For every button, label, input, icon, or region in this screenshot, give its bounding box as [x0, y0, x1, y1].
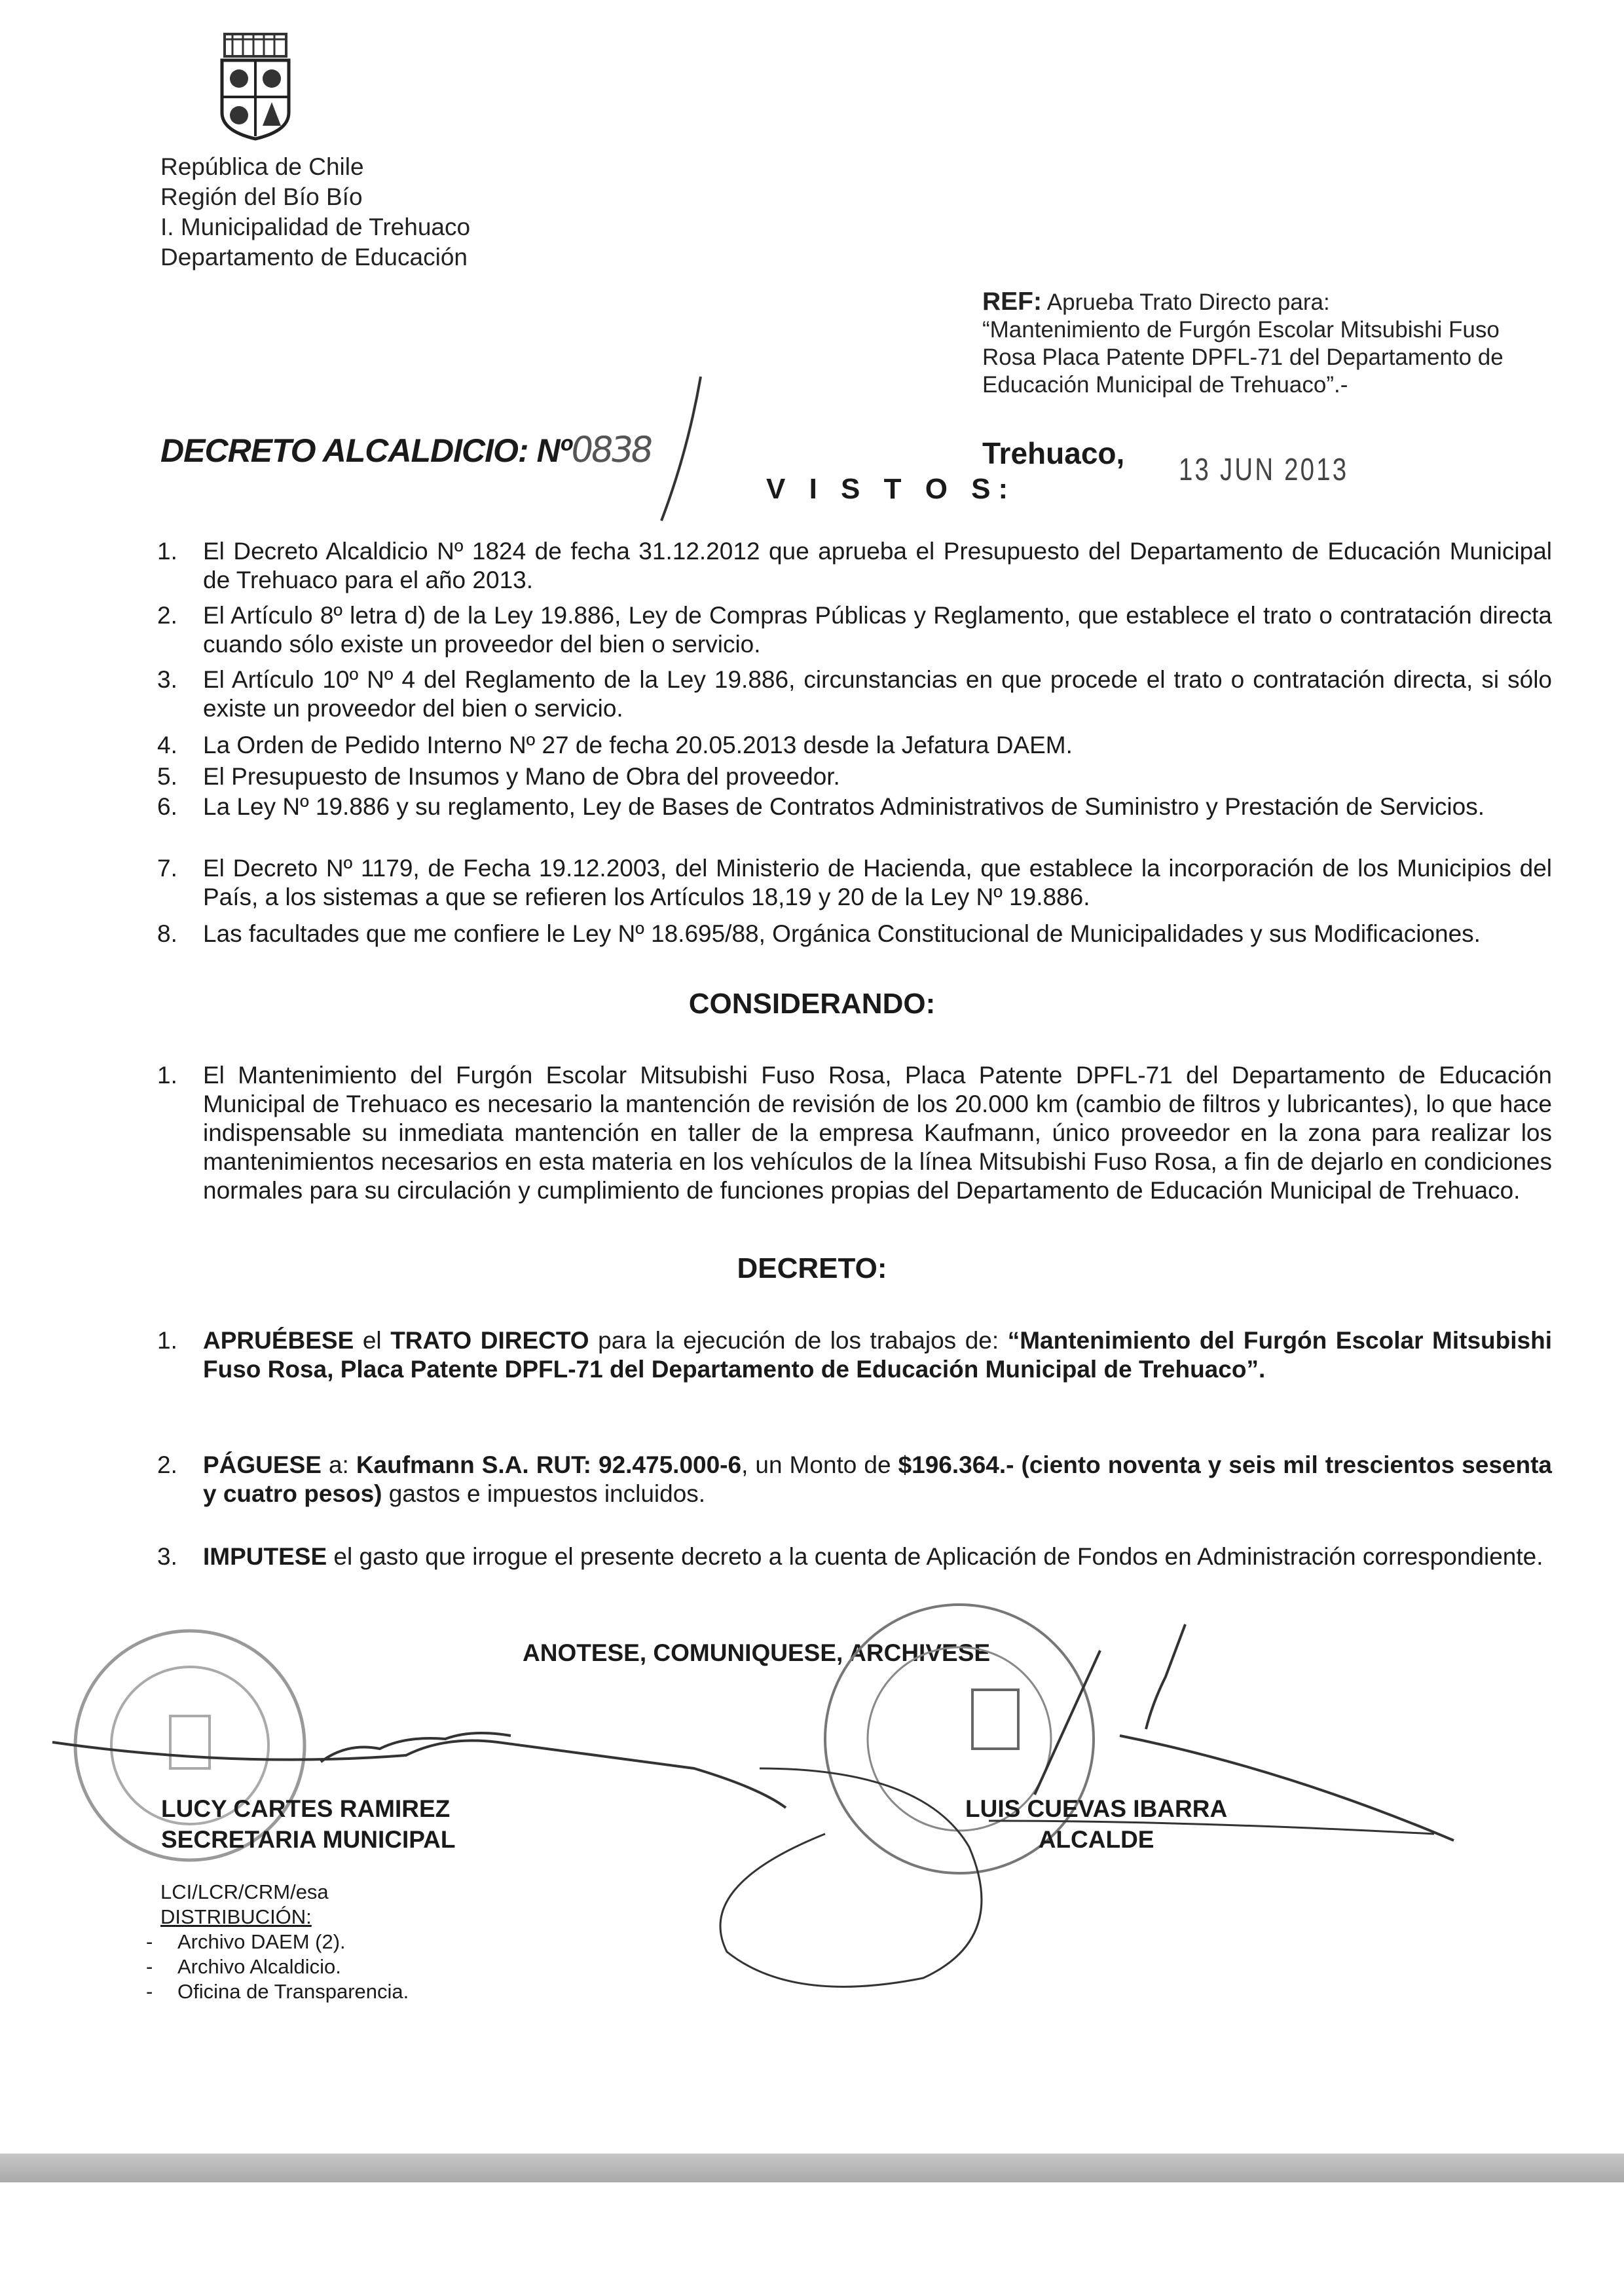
signer-role: ALCALDE: [1038, 1826, 1154, 1853]
decree-number: 0838: [568, 429, 654, 470]
reference-block: [982, 288, 1559, 399]
ref-label: REF:: [982, 288, 1042, 316]
item-text: El Mantenimiento del Furgón Escolar Mitsubishi Fuso Rosa, Placa Patente DPFL-71 del Departamento de Educación Municipal de Trehuaco es necesario la mantención de revisión de los 20.000 km (cambio de filtros y lubricantes), lo que hace indispensable su inmediata mantención en taller de la empresa Kaufmann, único proveedor en la zona para realizar los mantenimientos necesarios en esta materia en los vehículos de la línea Mitsubishi Fuso Rosa, a fin de dejarlo en condiciones normales para su circulación y cumplimiento de funciones propias del Departamento de Educación Municipal de Trehuaco.: [203, 1062, 1552, 1204]
list-item: [157, 1451, 1552, 1508]
letterhead-line: Departamento de Educación: [160, 244, 468, 271]
item-text: El Decreto Nº 1179, de Fecha 19.12.2003, del Ministerio de Hacienda, que establece la incorporación de los Municipios del País, a los sistemas a que se refieren los Artículos 18,19 y 20 de la Ley Nº 19.886.: [203, 855, 1552, 910]
bullet: -: [146, 1955, 153, 1978]
item-number: 8.: [157, 920, 177, 947]
list-item: [157, 731, 1552, 760]
item-text: [203, 1326, 1552, 1384]
item-number: 4.: [157, 732, 177, 758]
decree-title-label: DECRETO ALCALDICIO:: [160, 432, 528, 469]
list-item: [157, 1061, 1552, 1205]
text: gastos e impuestos incluidos.: [382, 1480, 706, 1507]
item-text: El Artículo 10º Nº 4 del Reglamento de la Ley 19.886, circunstancias en que procede el trato o contratación directa, si sólo existe un proveedor del bien o servicio.: [203, 666, 1552, 722]
ref-text: Aprueba Trato Directo para:: [1046, 289, 1330, 315]
letterhead-line: Región del Bío Bío: [160, 183, 363, 210]
distribution-item: [146, 1979, 409, 2004]
item-text: [203, 1542, 1552, 1571]
item-text: La Ley Nº 19.886 y su reglamento, Ley de Bases de Contratos Administrativos de Suministro y Prestación de Servicios.: [203, 793, 1485, 820]
list-item: [157, 1326, 1552, 1384]
item-number: 2.: [157, 602, 177, 629]
item-number: 3.: [157, 666, 177, 693]
date-stamp: 13 JUN 2013: [1179, 453, 1349, 487]
ref-subject: “Mantenimiento de Furgón Escolar Mitsubishi Fuso Rosa Placa Patente DPFL-71 del Departamento de Educación Municipal de Trehuaco”.-: [982, 317, 1504, 398]
list-item: [157, 854, 1552, 912]
bold-text: “Mantenimiento del Furgón Escolar Mitsubishi Fuso Rosa, Placa Patente DPFL-71 del Departamento de Educación Municipal de Trehuaco”.: [203, 1327, 1552, 1383]
list-item: [157, 920, 1552, 948]
item-number: 7.: [157, 855, 177, 882]
bold-text: PÁGUESE: [203, 1451, 322, 1478]
item-number: 1.: [157, 1327, 177, 1354]
text: , un Monto de: [741, 1451, 898, 1478]
decreto-heading: DECRETO:: [737, 1252, 887, 1284]
decree-title: [160, 429, 654, 470]
footer: [146, 1880, 409, 2004]
item-number: 3.: [157, 1543, 177, 1570]
scan-edge-shadow: [0, 2154, 1624, 2182]
letterhead: [160, 152, 470, 272]
text: para la ejecución de los trabajos de:: [589, 1327, 1008, 1354]
item-number: 6.: [157, 793, 177, 820]
item-number: 1.: [157, 1062, 177, 1089]
bold-text: IMPUTESE: [203, 1543, 327, 1570]
list-item: [157, 665, 1552, 723]
distribution-text: Oficina de Transparencia.: [177, 1980, 409, 2003]
text: a:: [321, 1451, 356, 1478]
signer-name: LUIS CUEVAS IBARRA: [965, 1795, 1228, 1822]
bold-text: $196.364.- (ciento noventa y seis mil trescientos sesenta y cuatro pesos): [203, 1451, 1552, 1507]
item-text: El Decreto Alcaldicio Nº 1824 de fecha 31.12.2012 que aprueba el Presupuesto del Departamento de Educación Municipal de Trehuaco para el año 2013.: [203, 538, 1552, 593]
signature-left: [161, 1793, 455, 1855]
closing-formula: ANOTESE, COMUNIQUESE, ARCHIVESE: [523, 1639, 991, 1666]
considerando-heading: CONSIDERANDO:: [688, 988, 936, 1020]
bullet: -: [146, 1980, 153, 2003]
place: Trehuaco,: [982, 436, 1125, 470]
list-item: [157, 601, 1552, 659]
signature-right: [965, 1793, 1227, 1855]
item-text: Las facultades que me confiere le Ley Nº 18.695/88, Orgánica Constitucional de Municipalidades y sus Modificaciones.: [203, 920, 1481, 947]
coat-of-arms-icon: [213, 31, 298, 143]
bold-text: APRUÉBESE: [203, 1327, 354, 1354]
item-text: La Orden de Pedido Interno Nº 27 de fecha 20.05.2013 desde la Jefatura DAEM.: [203, 732, 1073, 758]
item-text: El Artículo 8º letra d) de la Ley 19.886, Ley de Compras Públicas y Reglamento, que establece el trato o contratación directa cuando sólo existe un proveedor del bien o servicio.: [203, 602, 1552, 658]
vistos-heading: V I S T O S:: [766, 473, 1016, 505]
signer-name: LUCY CARTES RAMIREZ: [161, 1795, 451, 1822]
handwritten-slash: [648, 373, 707, 524]
bold-text: Kaufmann S.A. RUT: 92.475.000-6: [356, 1451, 742, 1478]
decree-number-prefix: Nº: [536, 432, 571, 469]
item-number: 1.: [157, 538, 177, 565]
letterhead-line: República de Chile: [160, 153, 364, 180]
list-item: [157, 537, 1552, 595]
bullet: -: [146, 1930, 153, 1953]
list-item: [157, 1542, 1552, 1571]
distribution-text: Archivo Alcaldicio.: [177, 1955, 341, 1978]
item-text: El Presupuesto de Insumos y Mano de Obra del proveedor.: [203, 763, 840, 790]
list-item: [157, 793, 1552, 821]
item-number: 5.: [157, 763, 177, 790]
distribution-item: [146, 1954, 409, 1979]
distribution-label: DISTRIBUCIÓN:: [160, 1905, 312, 1928]
signer-role: SECRETARIA MUNICIPAL: [161, 1826, 456, 1853]
distribution-text: Archivo DAEM (2).: [177, 1930, 346, 1953]
text: el gasto que irrogue el presente decreto a la cuenta de Aplicación de Fondos en Administración correspondiente.: [327, 1543, 1543, 1570]
bold-text: TRATO DIRECTO: [390, 1327, 589, 1354]
distribution-item: [146, 1930, 409, 1954]
letterhead-line: I. Municipalidad de Trehuaco: [160, 214, 471, 240]
list-item: [157, 762, 1552, 791]
initials: LCI/LCR/CRM/esa: [160, 1880, 329, 1903]
item-text: [203, 1451, 1552, 1508]
text: el: [354, 1327, 391, 1354]
item-number: 2.: [157, 1451, 177, 1478]
